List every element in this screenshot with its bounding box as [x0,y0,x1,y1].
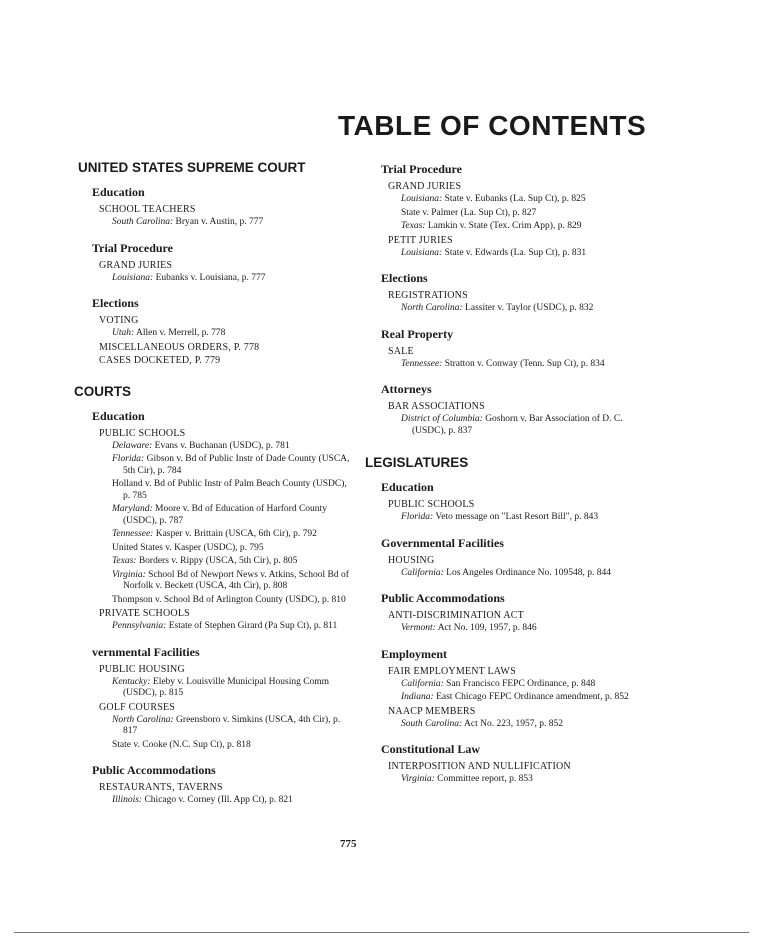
entry-text: United States v. Kasper (USDC), p. 795 [112,542,264,553]
subheading: SALE [388,345,414,357]
section-heading: Public Accommodations [92,763,216,777]
page-number: 775 [340,838,357,850]
state-name: Tennessee: [112,529,154,539]
part-title: COURTS [74,383,131,399]
subheading: VOTING [99,315,139,326]
toc-section [70,241,350,285]
toc-entry [112,621,350,633]
state-name: Florida: [112,454,145,464]
toc-section [70,409,350,633]
state-name: Maryland: [112,504,153,514]
section-heading: Constitutional Law [381,742,481,756]
toc-entry [401,679,655,691]
entry-text: Act No. 223, 1957, p. 852 [464,718,563,729]
toc-entry [401,623,655,635]
state-name: Florida: [401,512,434,522]
section-heading: Governmental Facilities [381,535,504,550]
entry-text: Greensboro v. Simkins (USCA, 4th Cir), p. 817 [123,714,341,736]
section-heading: Education [92,185,145,199]
state-name: District of Columbia: [401,414,483,424]
toc-entry [401,568,655,580]
section-heading: Trial Procedure [92,240,173,255]
subheading: CASES DOCKETED, P. 779 [99,354,221,366]
toc-section [365,536,655,580]
part-title: LEGISLATURES [365,455,469,470]
state-name: Texas: [112,556,137,566]
subheading: BAR ASSOCIATIONS [388,401,485,412]
state-name: Kentucky: [112,676,151,687]
toc-entry [112,677,350,700]
toc-entry [401,692,655,704]
entry-text: Lassiter v. Taylor (USDC), p. 832 [465,303,594,313]
subheading: ANTI-DISCRIMINATION ACT [388,610,524,621]
subheading: NAACP MEMBERS [388,705,476,717]
state-name: South Carolina: [112,217,174,227]
toc-entry [112,441,350,453]
subheading: GRAND JURIES [99,259,173,271]
subheading: MISCELLANEOUS ORDERS, P. 778 [99,341,260,353]
entry-text: Thompson v. School Bd of Arlington County (USDC), p. 810 [112,594,346,605]
toc-section [365,480,655,524]
section-heading: Real Property [381,326,454,341]
bottom-rule [14,932,749,933]
section-heading: Elections [92,296,139,310]
toc-section [365,647,655,731]
entry-text: Kasper v. Brittain (USCA, 6th Cir), p. 792 [155,529,317,539]
entry-text: Stratton v. Conway (Tenn. Sup Ct), p. 834 [444,358,605,369]
entry-text: Estate of Stephen Girard (Pa Sup Ct), p. 811 [168,621,338,631]
subheading: PRIVATE SCHOOLS [99,608,190,619]
subheading: REGISTRATIONS [388,290,468,301]
state-name: Utah: [112,328,135,338]
state-name: California: [401,567,444,578]
entry-text: State v. Cooke (N.C. Sup Ct), p. 818 [112,739,251,750]
state-name: Virginia: [401,774,435,784]
entry-text: Committee report, p. 853 [437,774,533,784]
state-name: California: [401,678,444,689]
subheading: GRAND JURIES [388,181,462,192]
section-heading: Public Accommodations [381,591,505,605]
toc-entry [112,543,350,555]
entry-text: State v. Edwards (La. Sup Ct), p. 831 [444,247,587,258]
toc-section [365,591,655,635]
entry-text: Chicago v. Corney (Ill. App Ct), p. 821 [144,795,293,805]
state-name: South Carolina: [401,718,463,729]
toc-entry [112,715,350,738]
state-name: Louisiana: [401,247,443,258]
toc-entry [401,208,655,220]
section-heading: Attorneys [381,382,432,396]
entry-text: School Bd of Newport News v. Atkins, School Bd of Norfolk v. Beckett (USCA, 4th Cir), p. 808 [123,569,349,591]
subheading: PUBLIC HOUSING [99,663,185,675]
state-name: Virginia: [112,569,146,580]
entry-text: State v. Palmer (La. Sup Ct), p. 827 [401,207,537,218]
subheading: PETIT JURIES [388,234,453,246]
entry-text: State v. Eubanks (La. Sup Ct), p. 825 [444,194,586,204]
part-title: UNITED STATES SUPREME COURT [78,160,306,175]
section-heading: Trial Procedure [381,162,462,176]
state-name: Louisiana: [112,272,154,283]
entry-text: Veto message on "Last Resort Bill", p. 843 [435,512,599,522]
subheading: HOUSING [388,554,435,566]
page-title: TABLE OF CONTENTS [338,110,647,141]
entry-text: Evans v. Buchanan (USDC), p. 781 [154,440,290,451]
toc-entry [401,194,655,206]
toc-entry [401,303,655,315]
toc-entry [401,774,655,786]
toc-entry [112,479,350,502]
toc-entry [401,359,655,371]
entry-text: Gibson v. Bd of Public Instr of Dade County (USCA, 5th Cir), p. 784 [123,454,350,476]
entry-text: Bryan v. Austin, p. 777 [175,217,264,227]
toc-entry [401,512,655,524]
section-heading: Education [381,480,434,494]
toc-entry [112,556,350,568]
toc-left-column [70,160,350,819]
entry-text: East Chicago FEPC Ordinance amendment, p. 852 [436,692,629,702]
subheading: PUBLIC SCHOOLS [99,427,186,439]
entry-text: San Francisco FEPC Ordinance, p. 848 [446,678,596,689]
toc-section [365,271,655,315]
toc-entry [401,719,655,731]
entry-text: Eleby v. Louisville Municipal Housing Comm (USDC), p. 815 [123,676,330,698]
entry-text: Moore v. Bd of Education of Harford County (USDC), p. 787 [123,504,327,526]
section-heading: Employment [381,646,447,661]
toc-section [365,382,655,437]
entry-text: Act No. 109, 1957, p. 846 [437,623,537,633]
entry-text: Holland v. Bd of Public Instr of Palm Beach County (USDC), p. 785 [112,479,347,501]
subheading: INTERPOSITION AND NULLIFICATION [388,761,571,772]
toc-entry [112,795,350,807]
state-name: Delaware: [112,440,153,451]
toc-entry [401,414,655,437]
toc-section [70,296,350,366]
subheading: SCHOOL TEACHERS [99,204,196,215]
toc-entry [112,529,350,541]
toc-entry [401,221,655,233]
entry-text: Goshorn v. Bar Association of D. C. (USDC), p. 837 [412,414,623,436]
entry-text: Allen v. Merrell, p. 778 [136,328,226,338]
toc-entry [112,740,350,752]
toc-entry [401,248,655,260]
toc-entry [112,504,350,527]
entry-text: Los Angeles Ordinance No. 109548, p. 844 [446,567,612,578]
toc-section [365,162,655,259]
toc-entry [112,454,350,477]
entry-text: Eubanks v. Louisiana, p. 777 [155,272,266,283]
toc-section [70,763,350,807]
toc-entry [112,217,350,229]
entry-text: Borders v. Rippy (USCA, 5th Cir), p. 805 [138,556,298,566]
state-name: Louisiana: [401,194,443,204]
subheading: RESTAURANTS, TAVERNS [99,782,223,793]
toc-section [365,327,655,371]
toc-section [365,742,655,786]
state-name: North Carolina: [112,714,174,725]
section-heading: Education [92,408,145,423]
state-name: Texas: [401,221,426,231]
toc-section [70,185,350,229]
toc-right-column [365,162,655,798]
entry-text: Lamkin v. State (Tex. Crim App), p. 829 [427,221,582,231]
state-name: Vermont: [401,623,436,633]
state-name: Pennsylvania: [112,621,167,631]
toc-section [70,645,350,752]
subheading: FAIR EMPLOYMENT LAWS [388,665,516,677]
toc-entry [112,595,350,607]
section-heading: Elections [381,271,428,285]
state-name: Indiana: [401,692,434,702]
state-name: Tennessee: [401,358,443,369]
toc-entry [112,328,350,340]
toc-entry [112,570,350,593]
state-name: Illinois: [112,795,143,805]
section-heading: vernmental Facilities [92,644,200,659]
state-name: North Carolina: [401,303,463,313]
subheading: PUBLIC SCHOOLS [388,499,475,510]
toc-entry [112,273,350,285]
subheading: GOLF COURSES [99,701,176,713]
